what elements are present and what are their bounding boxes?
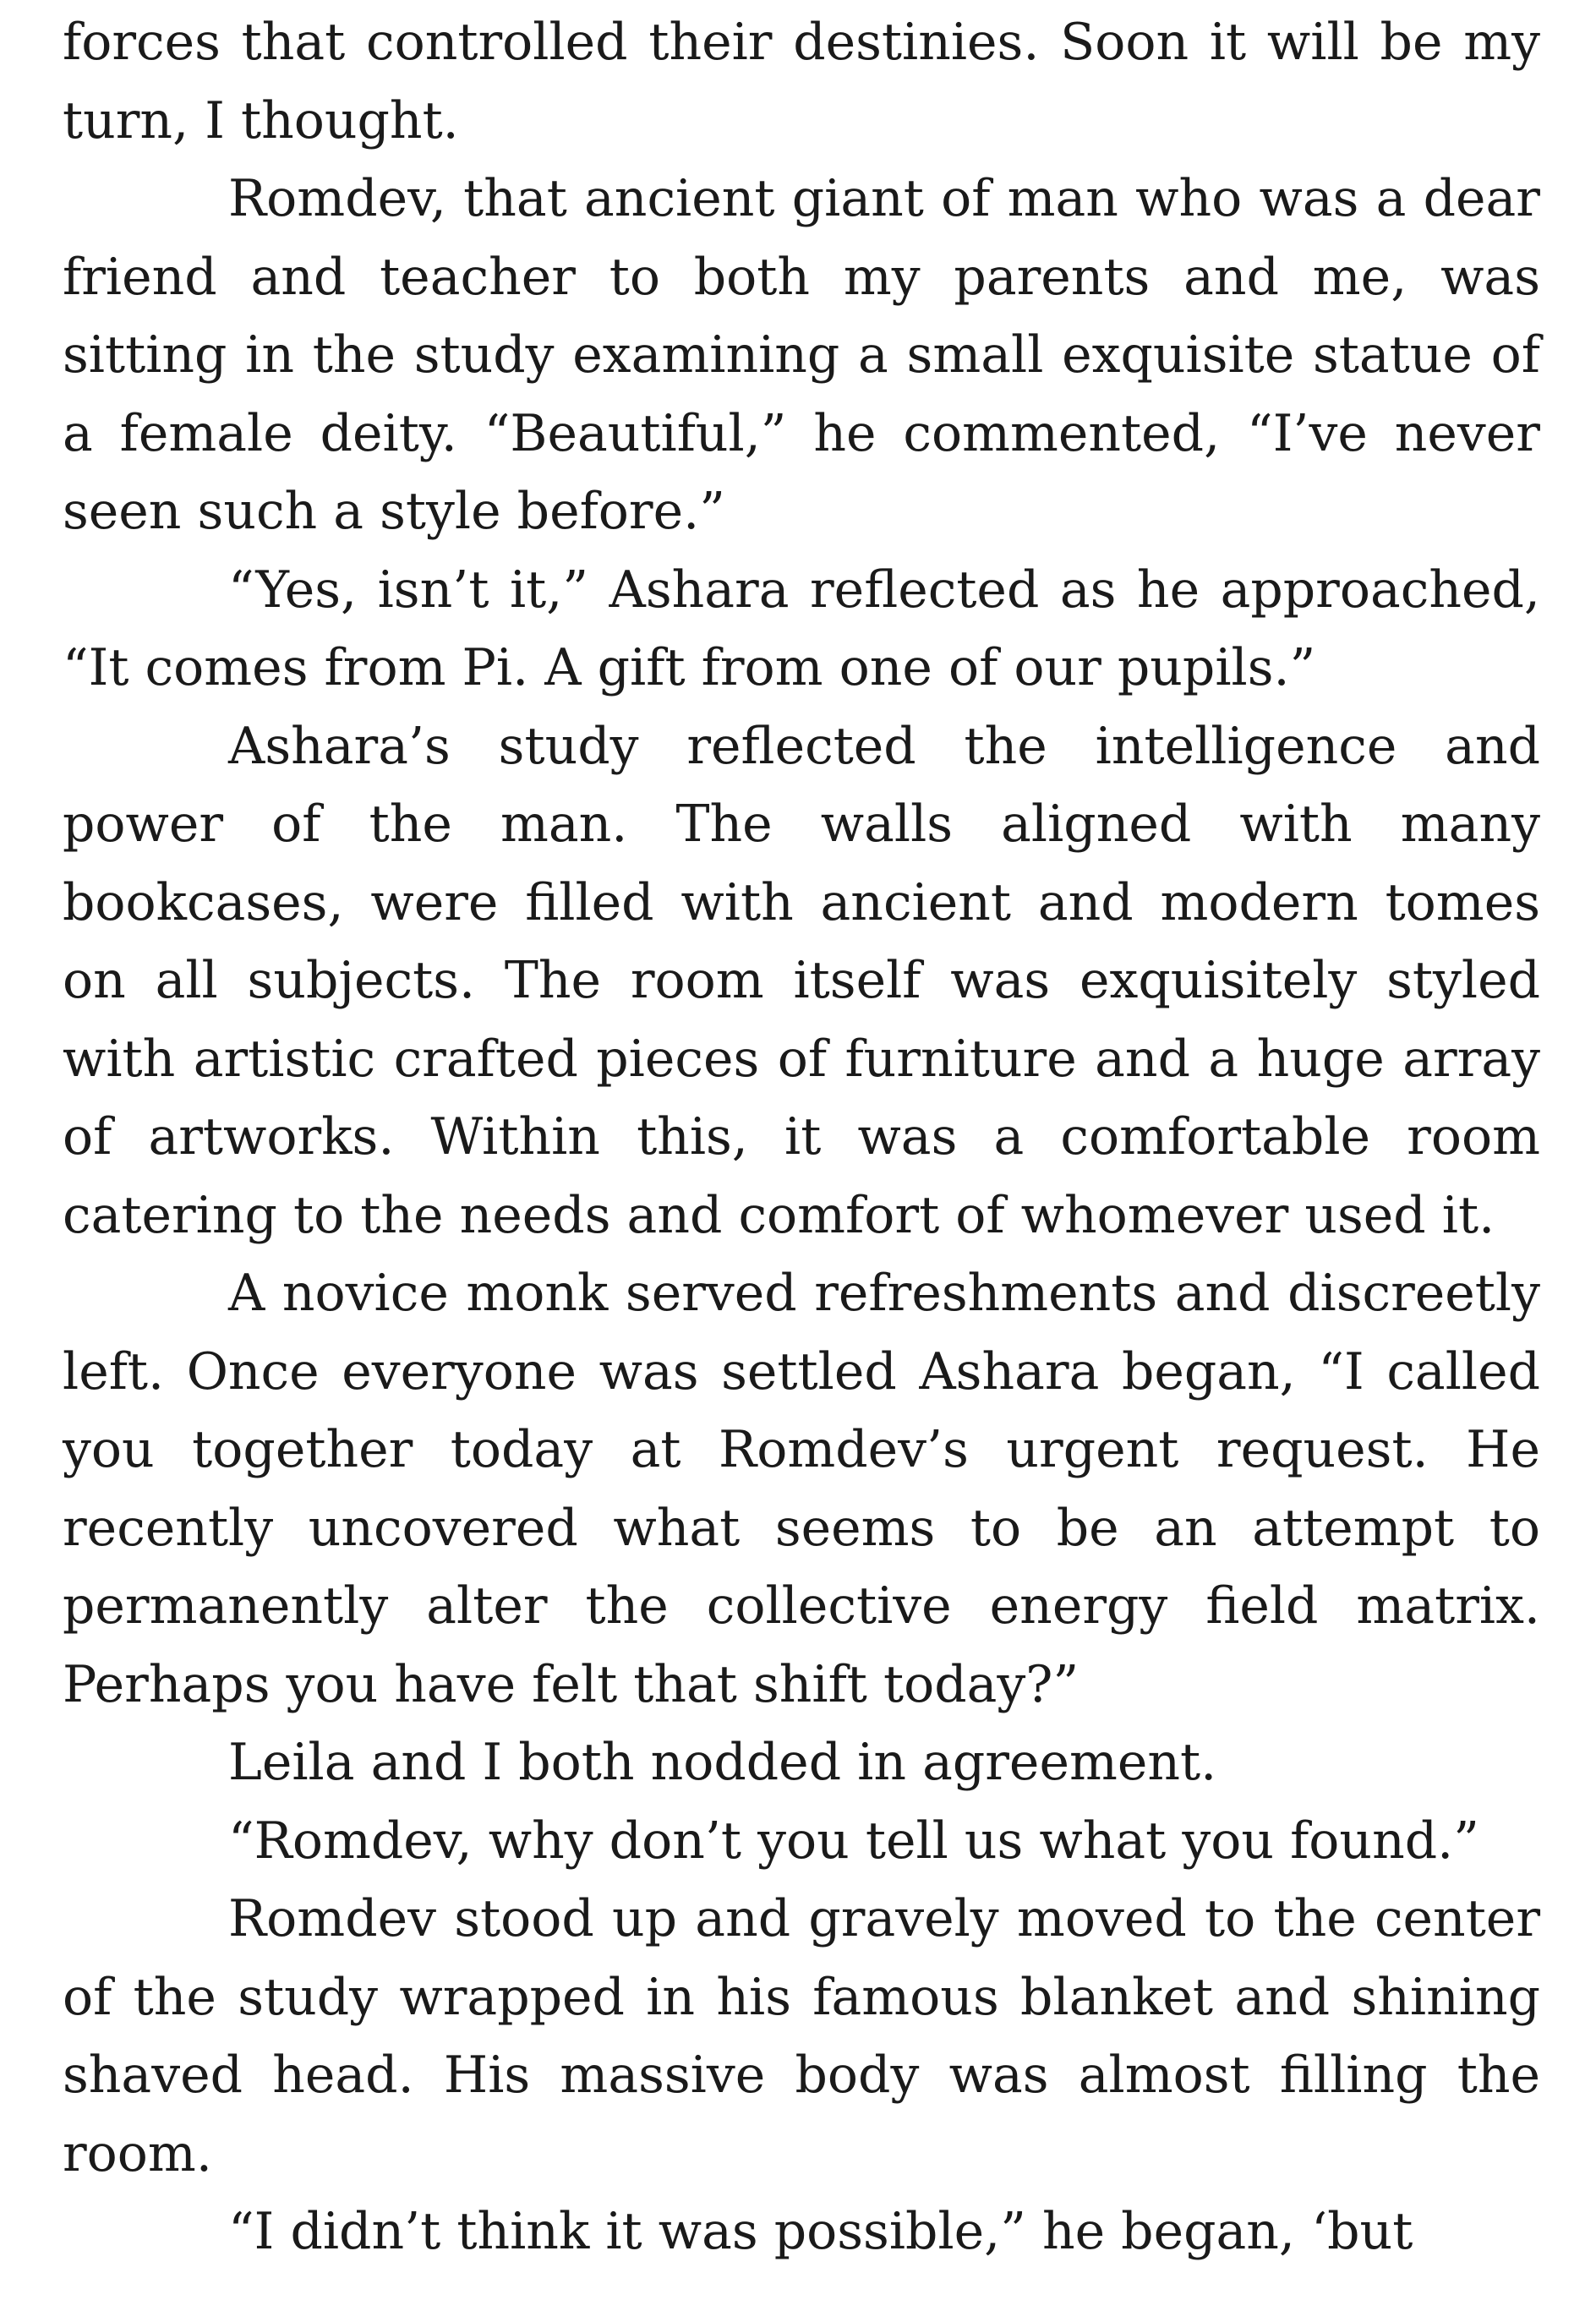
paragraph-ashara-request: “Romdev, why don’t you tell us what you found.” <box>228 1811 1479 1871</box>
paragraph-romdev-intro: Romdev, that ancient giant of man who was a dear friend and teacher to both my parents and me, was sitting in the study examining a small exquisite statue of a female deity. “Beautiful,” he commented, “I’ve never seen such a style before.” <box>63 169 1540 541</box>
paragraph-novice-monk: A novice monk served refreshments and discreetly left. Once everyone was settled Ashara began, “I called you together today at Romdev’s urgent request. He recently uncovered what seems to be an attempt to permanently alter the collective energy field matrix. Perhaps you have felt that shift today?” <box>63 1264 1540 1714</box>
paragraph-romdev-stands: Romdev stood up and gravely moved to the center of the study wrapped in his famous blanket and shining shaved head. His massive body was almost filling the room. <box>63 1889 1540 2183</box>
paragraph-leila-nod: Leila and I both nodded in agreement. <box>228 1733 1217 1792</box>
paragraph-study-description: Ashara’s study reflected the intelligence and power of the man. The walls aligned with many bookcases, were filled with ancient and modern tomes on all subjects. The room itself was exquisitely styled with artistic crafted pieces of furniture and a huge array of artworks. Within this, it was a comfortable room catering to the needs and comfort of whomever used it. <box>63 716 1540 1245</box>
book-page <box>63 3 1540 2271</box>
paragraph-continuation: forces that controlled their destinies. Soon it will be my turn, I thought. <box>63 13 1540 150</box>
paragraph-romdev-begins: “I didn’t think it was possible,” he began, ‘but <box>228 2202 1413 2261</box>
paragraph-ashara-reply: “Yes, isn’t it,” Ashara reflected as he approached, “It comes from Pi. A gift from one of our pupils.” <box>63 560 1540 697</box>
